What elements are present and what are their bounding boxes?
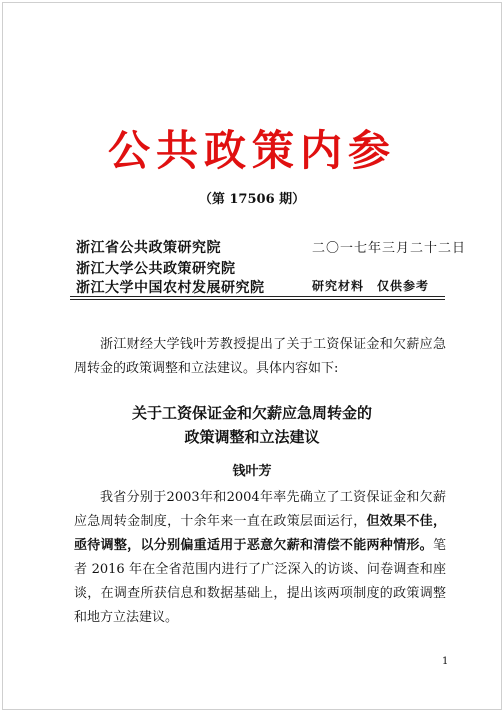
institution-1: 浙江省公共政策研究院 (76, 240, 221, 256)
body-text-emphasis: 但效果不佳，亟待调整，以分别偏重适用于恶意欠薪和清偿不能两种情形。 (74, 514, 446, 553)
publish-date: 二〇一七年三月二十二日 (312, 241, 467, 256)
body-text-part-1: 我省分别于2003年和2004年率先确立了工资保证金和欠薪应急周转金制度，十余年来一直在政策层面运行， (74, 490, 446, 529)
body-text-part-3: 笔者 2016 年在全省范围内进行了广泛深入的访谈、问卷调查和座谈，在调查所获信息和数据基础上，提出该两项制度的政策调整和地方立法建议。 (74, 538, 446, 625)
body-paragraph (74, 486, 446, 630)
reference-note: 研究材料 仅供参考 (312, 279, 430, 293)
issue-number: （第 17506 期） (198, 192, 306, 207)
page-number: 1 (442, 656, 449, 667)
article-title-line-2: 政策调整和立法建议 (184, 428, 320, 446)
header-rule (70, 296, 445, 297)
intro-paragraph: 浙江财经大学钱叶芳教授提出了关于工资保证金和欠薪应急周转金的政策调整和立法建议。具体内容如下: (74, 337, 446, 376)
masthead-title: 公共政策内参 (107, 126, 396, 175)
institution-3: 浙江大学中国农村发展研究院 (76, 280, 265, 296)
header-rule-thin (70, 299, 445, 300)
institution-2: 浙江大学公共政策研究院 (76, 261, 236, 277)
article-title-line-1: 关于工资保证金和欠薪应急周转金的 (131, 404, 372, 422)
author-name: 钱叶芳 (232, 464, 272, 479)
